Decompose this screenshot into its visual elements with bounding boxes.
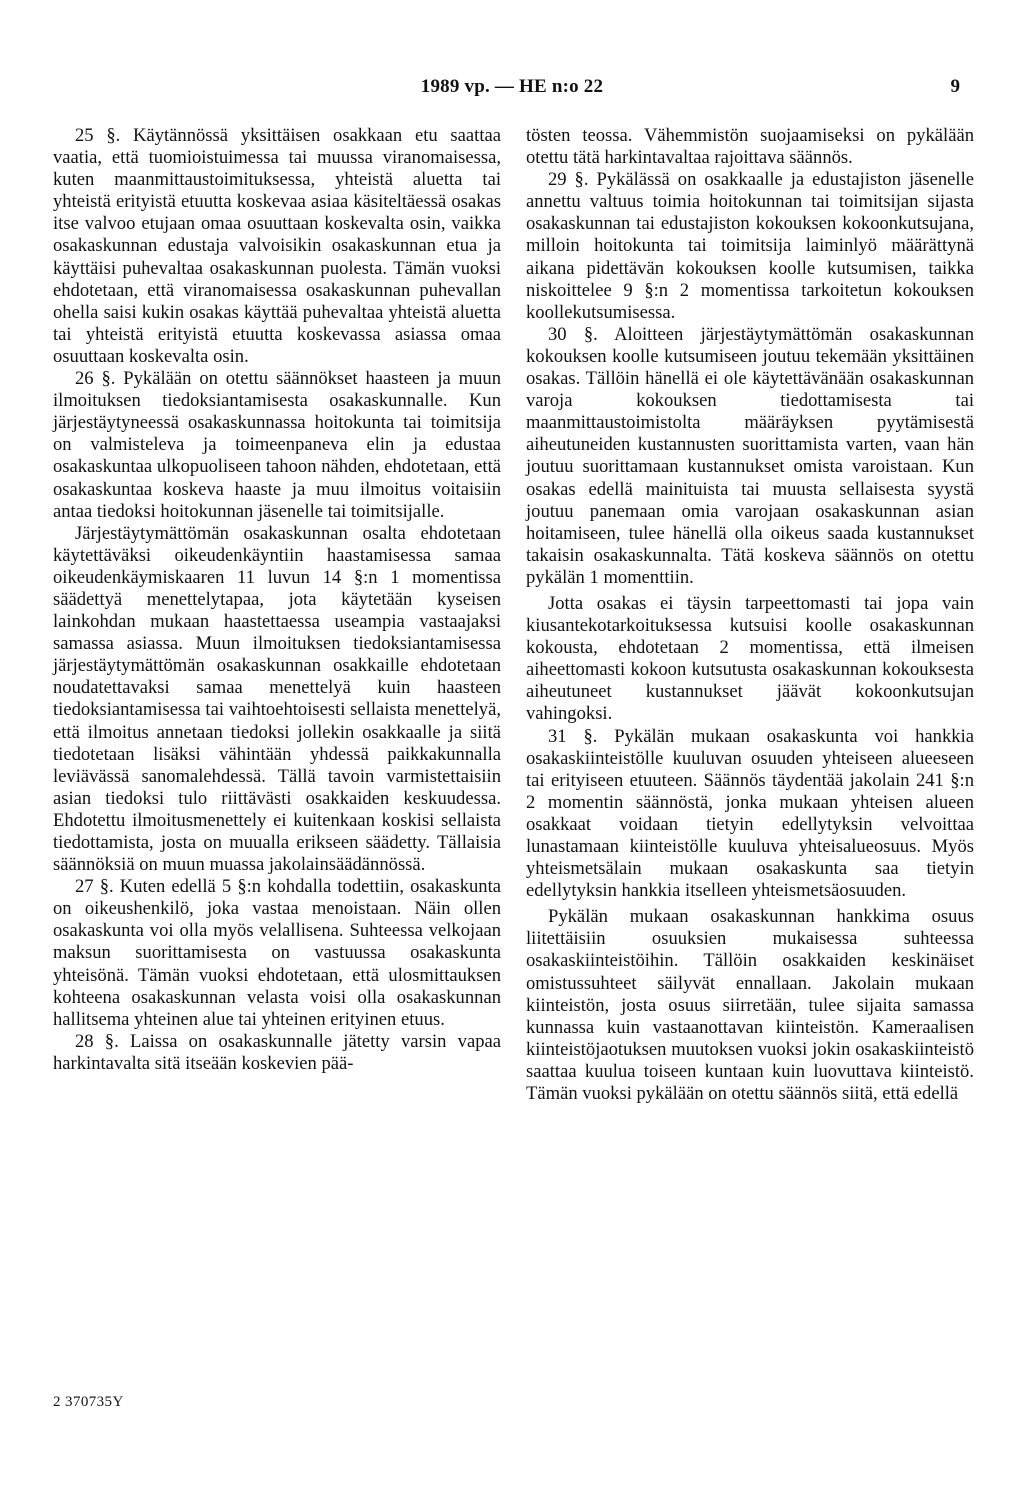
paragraph-31: 31 §. Pykälän mukaan osakaskunta voi hankkia osakaskiinteistölle kuuluvan osuuden yhteiseen alueeseen tai erityiseen etuuteen. Säännös täydentää jakolain 241 §:n 2 momentin säännöstä, jonka mukaan yhteisen alueen osakkaat voidaan tietyin edellytyksin velvoittaa lunastamaan kiinteistölle kuuluva yhteisalueosuus. Myös yhteismetsälain mukaan osakaskunta saa tietyin edellytyksin hankkia itselleen yhteismetsäosuuden. [526,725,974,902]
paragraph-26: 26 §. Pykälään on otettu säännökset haasteen ja muun ilmoituksen tiedoksiantamisesta osakaskunnalle. Kun järjestäytyneessä osakaskunnassa hoitokunta tai toimitsija on valmisteleva ja toimeenpaneva elin ja edustaa osakaskuntaa ulkopuoliseen tahoon nähden, ehdotetaan, että osakaskuntaa koskeva haaste ja muu ilmoitus voitaisiin antaa tiedoksi hoitokunnan jäsenelle tai toimitsijalle. [53,368,501,522]
left-column [53,125,501,1075]
paragraph-27: 27 §. Kuten edellä 5 §:n kohdalla todettiin, osakaskunta on oikeushenkilö, joka vastaa menoistaan. Näin ollen osakaskunta voi olla myös velallisena. Suhteessa velkojaan maksun suorittamisesta on vastuussa osakaskunta yhteisönä. Tämän vuoksi ehdotetaan, että ulosmittauksen kohteena osakaskunnan velasta voisi olla osakaskunnan hallitsema yhteinen alue tai yhteinen erityinen etuus. [53,876,501,1030]
running-title: 1989 vp. — HE n:o 22 [420,76,604,97]
paragraph-28: 28 §. Laissa on osakaskunnalle jätetty varsin vapaa harkintavalta sitä itseään koskevien pää- [53,1030,501,1074]
page-header [0,76,1024,106]
page-number: 9 [950,76,960,97]
paragraph-31-cont: Pykälän mukaan osakaskunnan hankkima osuus liitettäisiin osuuksien mukaisessa suhteessa osakaskiinteistöihin. Tällöin osakkaiden keskinäiset omistussuhteet säilyvät ennallaan. Jakolain mukaan kiinteistön, josta osuus siirretään, tulee sijaita samassa kunnassa kuin vastaanottavan kiinteistön. Kameraalisen kiinteistöjaotuksen muutoksen vuoksi jokin osakaskiinteistö saattaa kuulua toiseen kuntaan kuin luovuttava kiinteistö. Tämän vuoksi pykälään on otettu säännös siitä, että edellä [526,906,974,1105]
paragraph-29: 29 §. Pykälässä on osakkaalle ja edustajiston jäsenelle annettu valtuus toimia hoitokunnan tai toimitsijan sijasta osakaskunnan tai edustajiston kokouksen kokoonkutsujana, milloin hoitokunta tai toimitsija laiminlyö määrättynä aikana pidettävän kokouksen koolle kutsumisen, taikka niskoittelee 9 §:n 2 momentissa tarkoitetun kokouksen koollekutsumisessa. [526,169,974,323]
paragraph-30-cont: Jotta osakas ei täysin tarpeettomasti tai jopa vain kiusantekotarkoituksessa kutsuisi koolle osakaskunnan kokousta, ehdotetaan 2 momentissa, että ilmeisen aiheettomasti kokoon kutsutusta osakaskunnan kokouksesta aiheutuneet kustannukset jäävät kokoonkutsujan vahingoksi. [526,592,974,725]
paragraph-28-cont: tösten teossa. Vähemmistön suojaamiseksi on pykälään otettu tätä harkintavaltaa rajoittava säännös. [526,125,974,169]
paragraph-25: 25 §. Käytännössä yksittäisen osakkaan etu saattaa vaatia, että tuomioistuimessa tai muussa viranomaisessa, kuten maanmittaustoimituksessa, yhteistä aluetta tai yhteistä erityistä etuutta koskevaa asiaa käsiteltäessä osakas itse valvoo etujaan omaa osuuttaan koskevalta osin, vaikka osakaskunnan edustaja valvoisikin osakaskunnan etua ja käyttäisi puhevaltaa osakaskunnan puolesta. Tämän vuoksi ehdotetaan, että viranomaisessa osakaskunnan puhevallan ohella saisi kukin osakas käyttää puhevaltaa yhteistä aluetta tai yhteistä erityistä etuutta koskevassa asiassa omaa osuuttaan koskevalta osin. [53,125,501,367]
paragraph-26-cont: Järjestäytymättömän osakaskunnan osalta ehdotetaan käytettäväksi oikeudenkäyntiin haastamisessa samaa oikeudenkäymiskaaren 11 luvun 14 §:n 1 momentissa säädettyä menettelytapaa, jota käytetään kyseisen lainkohdan mukaan haastettaessa useampia vastaajaksi samassa asiassa. Muun ilmoituksen tiedoksiantamisessa järjestäytymättömän osakaskunnan osakkaille ehdotetaan noudatettavaksi samaa menettelyä kuin haasteen tiedoksiantamisessa tai vaihtoehtoisesti sellaista menettelyä, että ilmoitus annetaan tiedoksi jollekin osakkaalle ja siitä tiedotetaan lisäksi vähintään yhdessä paikkakunnalla leviävässä sanomalehdessä. Tällä tavoin varmistettaisiin asian tiedoksi tulo riittävästi osakkaiden keskuudessa. Ehdotettu ilmoitusmenettely ei kuitenkaan koskisi sellaista tiedottamista, josta on muualla erikseen säädetty. Tällaisia säännöksiä on muun muassa jakolainsäädännössä. [53,522,501,876]
right-column [526,125,974,1105]
paragraph-30: 30 §. Aloitteen järjestäytymättömän osakaskunnan kokouksen koolle kutsumiseen joutuu tekemään yksittäinen osakas. Tällöin hänellä ei ole käytettävänään osakaskunnan varoja kokouksen tiedottamisesta tai maanmittaustoimistolta määräyksen pyytämisestä aiheutuneiden kustannusten suorittamista varten, vaan hän joutuu suorittamaan kustannukset omista varoistaan. Kun osakas edellä mainituista tai muusta sellaisesta syystä joutuu panemaan omia varojaan osakaskunnan asian hoitamiseen, tulee hänellä olla oikeus saada kustannukset takaisin osakaskunnalta. Tätä koskeva säännös on otettu pykälän 1 momenttiin. [526,323,974,588]
print-code: 2 370735Y [53,1394,124,1410]
